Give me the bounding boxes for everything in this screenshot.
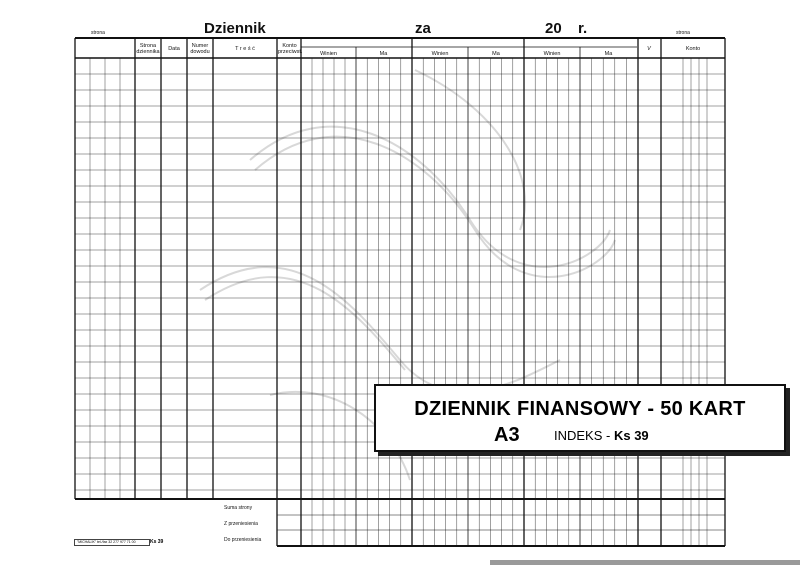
col-ma-3: Ma <box>604 51 613 57</box>
printer-stamp: "MICHALIK" tel./fax 32 277 977 71 00 <box>74 539 150 546</box>
col-data: Data <box>168 46 180 52</box>
index-prefix: INDEKS - <box>554 428 611 443</box>
strona-right-label: strona <box>676 30 690 36</box>
col-numer-dowodu: Numer dowodu <box>190 43 210 56</box>
col-tresc: T r e ś ć <box>235 46 255 52</box>
product-label-index <box>554 428 649 443</box>
index-code: Ks 39 <box>613 428 649 443</box>
strona-left-label: strona <box>91 30 105 36</box>
col-strona-dziennika: Strona dziennika <box>136 43 160 56</box>
col-winien-2: Winien <box>431 51 449 57</box>
col-ma-2: Ma <box>492 51 500 57</box>
footer-do-przeniesienia: Do przeniesienia <box>224 537 262 543</box>
col-winien-1: Winien <box>320 51 337 57</box>
col-konto-przeciwstawne: Konto przeciwst. <box>278 43 303 56</box>
year-suffix: r. <box>578 20 588 37</box>
product-label-title: DZIENNIK FINANSOWY - 50 KART <box>414 398 746 420</box>
col-konto: Konto <box>685 46 701 52</box>
ledger-grid <box>75 38 725 546</box>
bottom-edge-band <box>490 560 800 565</box>
journal-title: Dziennik <box>204 20 266 37</box>
printer-stamp-code: Ks 39 <box>150 539 164 545</box>
footer-z-przeniesienia: Z przeniesienia <box>224 521 258 527</box>
col-ma-1: Ma <box>379 51 388 57</box>
za-label: za <box>415 20 431 37</box>
footer-suma-strony: Suma strony <box>224 505 253 511</box>
product-label-size: A3 <box>494 424 520 446</box>
col-winien-3: Winien <box>543 51 561 57</box>
product-label <box>374 384 786 452</box>
col-v: V <box>647 46 651 52</box>
year-label: 20 <box>545 20 562 37</box>
